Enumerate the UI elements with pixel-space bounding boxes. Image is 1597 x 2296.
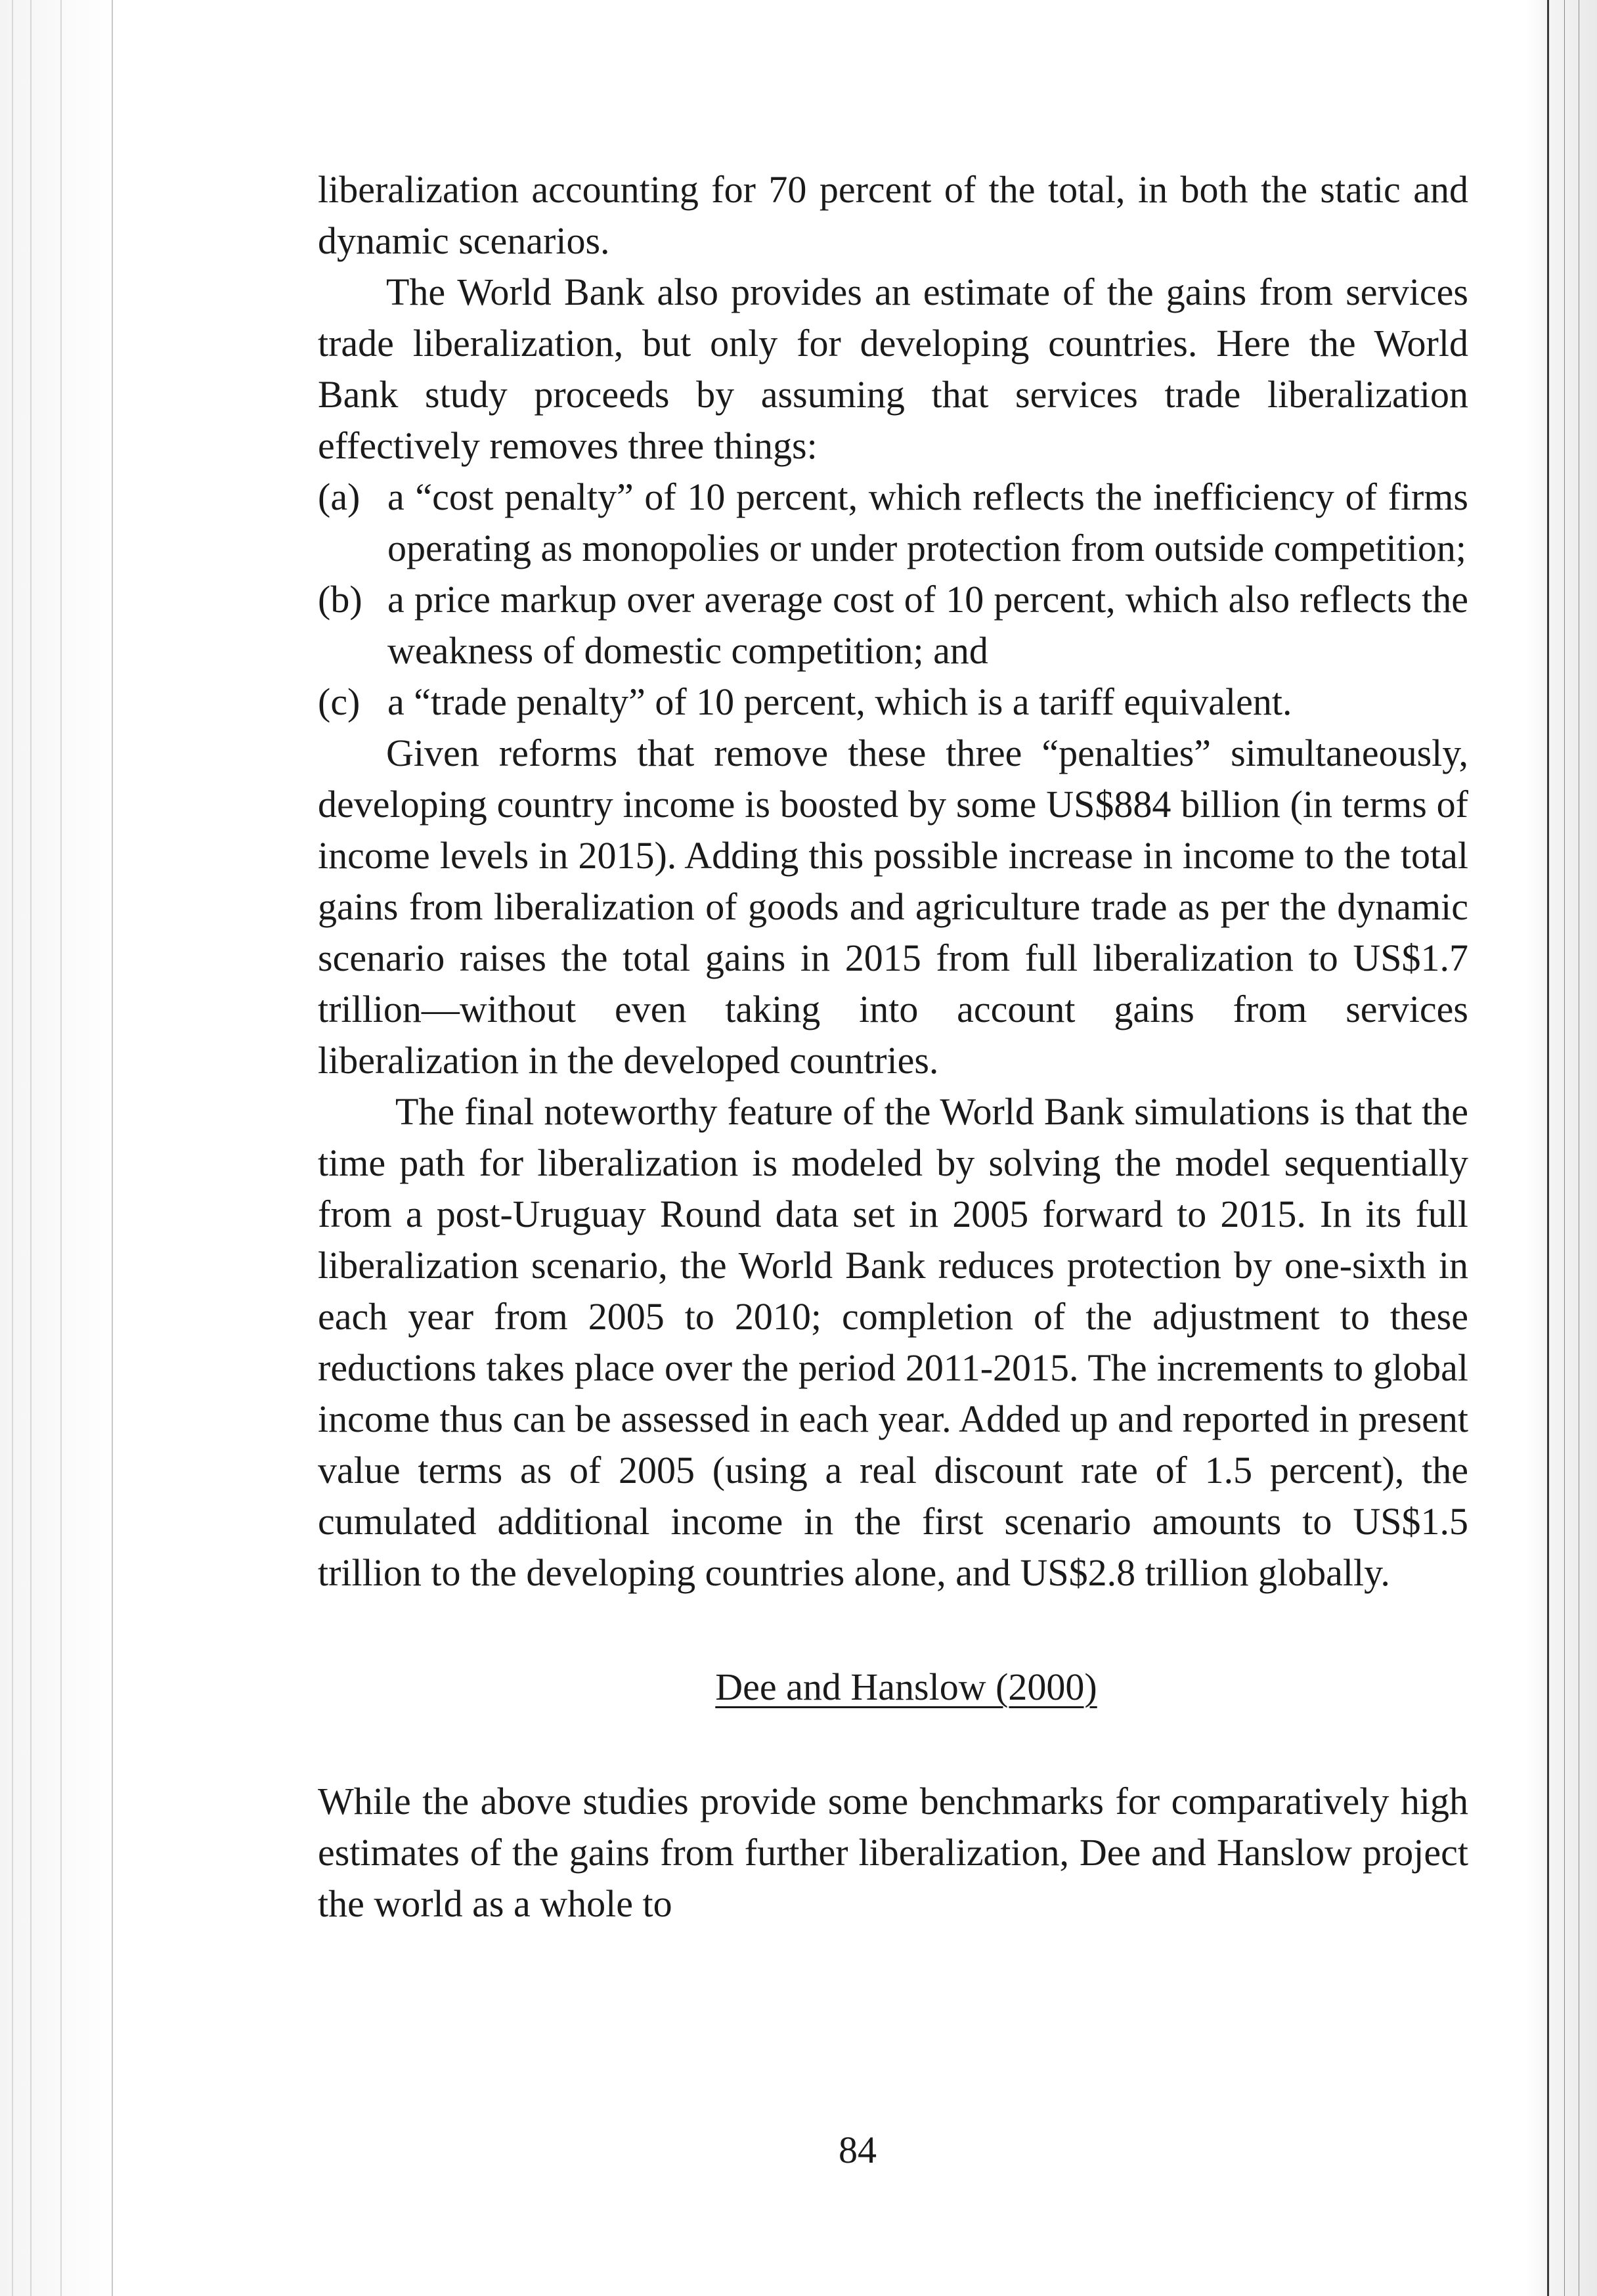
section-heading [318,1662,1468,1713]
paragraph: Given reforms that remove these three “penalties” simultaneously, developing country income is boosted by some US$884 billion (in terms of income levels in 2015). Adding this possible increase in income to the total gains from liberalization of goods and agriculture trade as per the dynamic scenario raises the total gains in 2015 from full liberalization to US$1.7 trillion—without even taking into account gains from services liberalization in the developed countries. [318,732,1468,1082]
list-marker: (b) [318,578,362,621]
list-item [318,574,1468,676]
section-heading-text: Dee and Hanslow (2000) [715,1666,1097,1708]
list-marker: (c) [318,680,361,723]
list-item-text: a “cost penalty” of 10 percent, which reflects the inefficiency of firms operating as monopolies or under protection from outside competition; [387,475,1468,569]
list-marker: (a) [318,475,361,518]
list-item [318,676,1468,728]
list-item-text: a price markup over average cost of 10 percent, which also reflects the weakness of domestic competition; and [387,578,1468,672]
penalty-list [318,472,1468,728]
list-item-text: a “trade penalty” of 10 percent, which is a tariff equivalent. [387,680,1292,723]
scan-right-edge [1525,0,1597,2296]
list-item [318,472,1468,574]
paragraph: While the above studies provide some benchmarks for comparatively high estimates of the gains from further liberalization, Dee and Hanslow project the world as a whole to [318,1780,1468,1925]
page-body [318,164,1468,1930]
paragraph: liberalization accounting for 70 percent of the total, in both the static and dynamic scenarios. [318,168,1468,262]
page-number: 84 [839,2129,877,2171]
scan-left-edge [0,0,118,2296]
paragraph: The World Bank also provides an estimate of the gains from services trade liberalization, but only for developing countries. Here the World Bank study proceeds by assuming that services trade liberalization effectively removes three things: [318,271,1468,467]
paragraph: The final noteworthy feature of the World Bank simulations is that the time path for liberalization is modeled by solving the model sequentially from a post-Uruguay Round data set in 2005 forward to 2015. In its full liberalization scenario, the World Bank reduces protection by one-sixth in each year from 2005 to 2010; completion of the adjustment to these reductions takes place over the period 2011-2015. The increments to global income thus can be assessed in each year. Added up and reported in present value terms as of 2005 (using a real discount rate of 1.5 percent), the cumulated additional income in the first scenario amounts to US$1.5 trillion to the developing countries alone, and US$2.8 trillion globally. [318,1090,1468,1594]
